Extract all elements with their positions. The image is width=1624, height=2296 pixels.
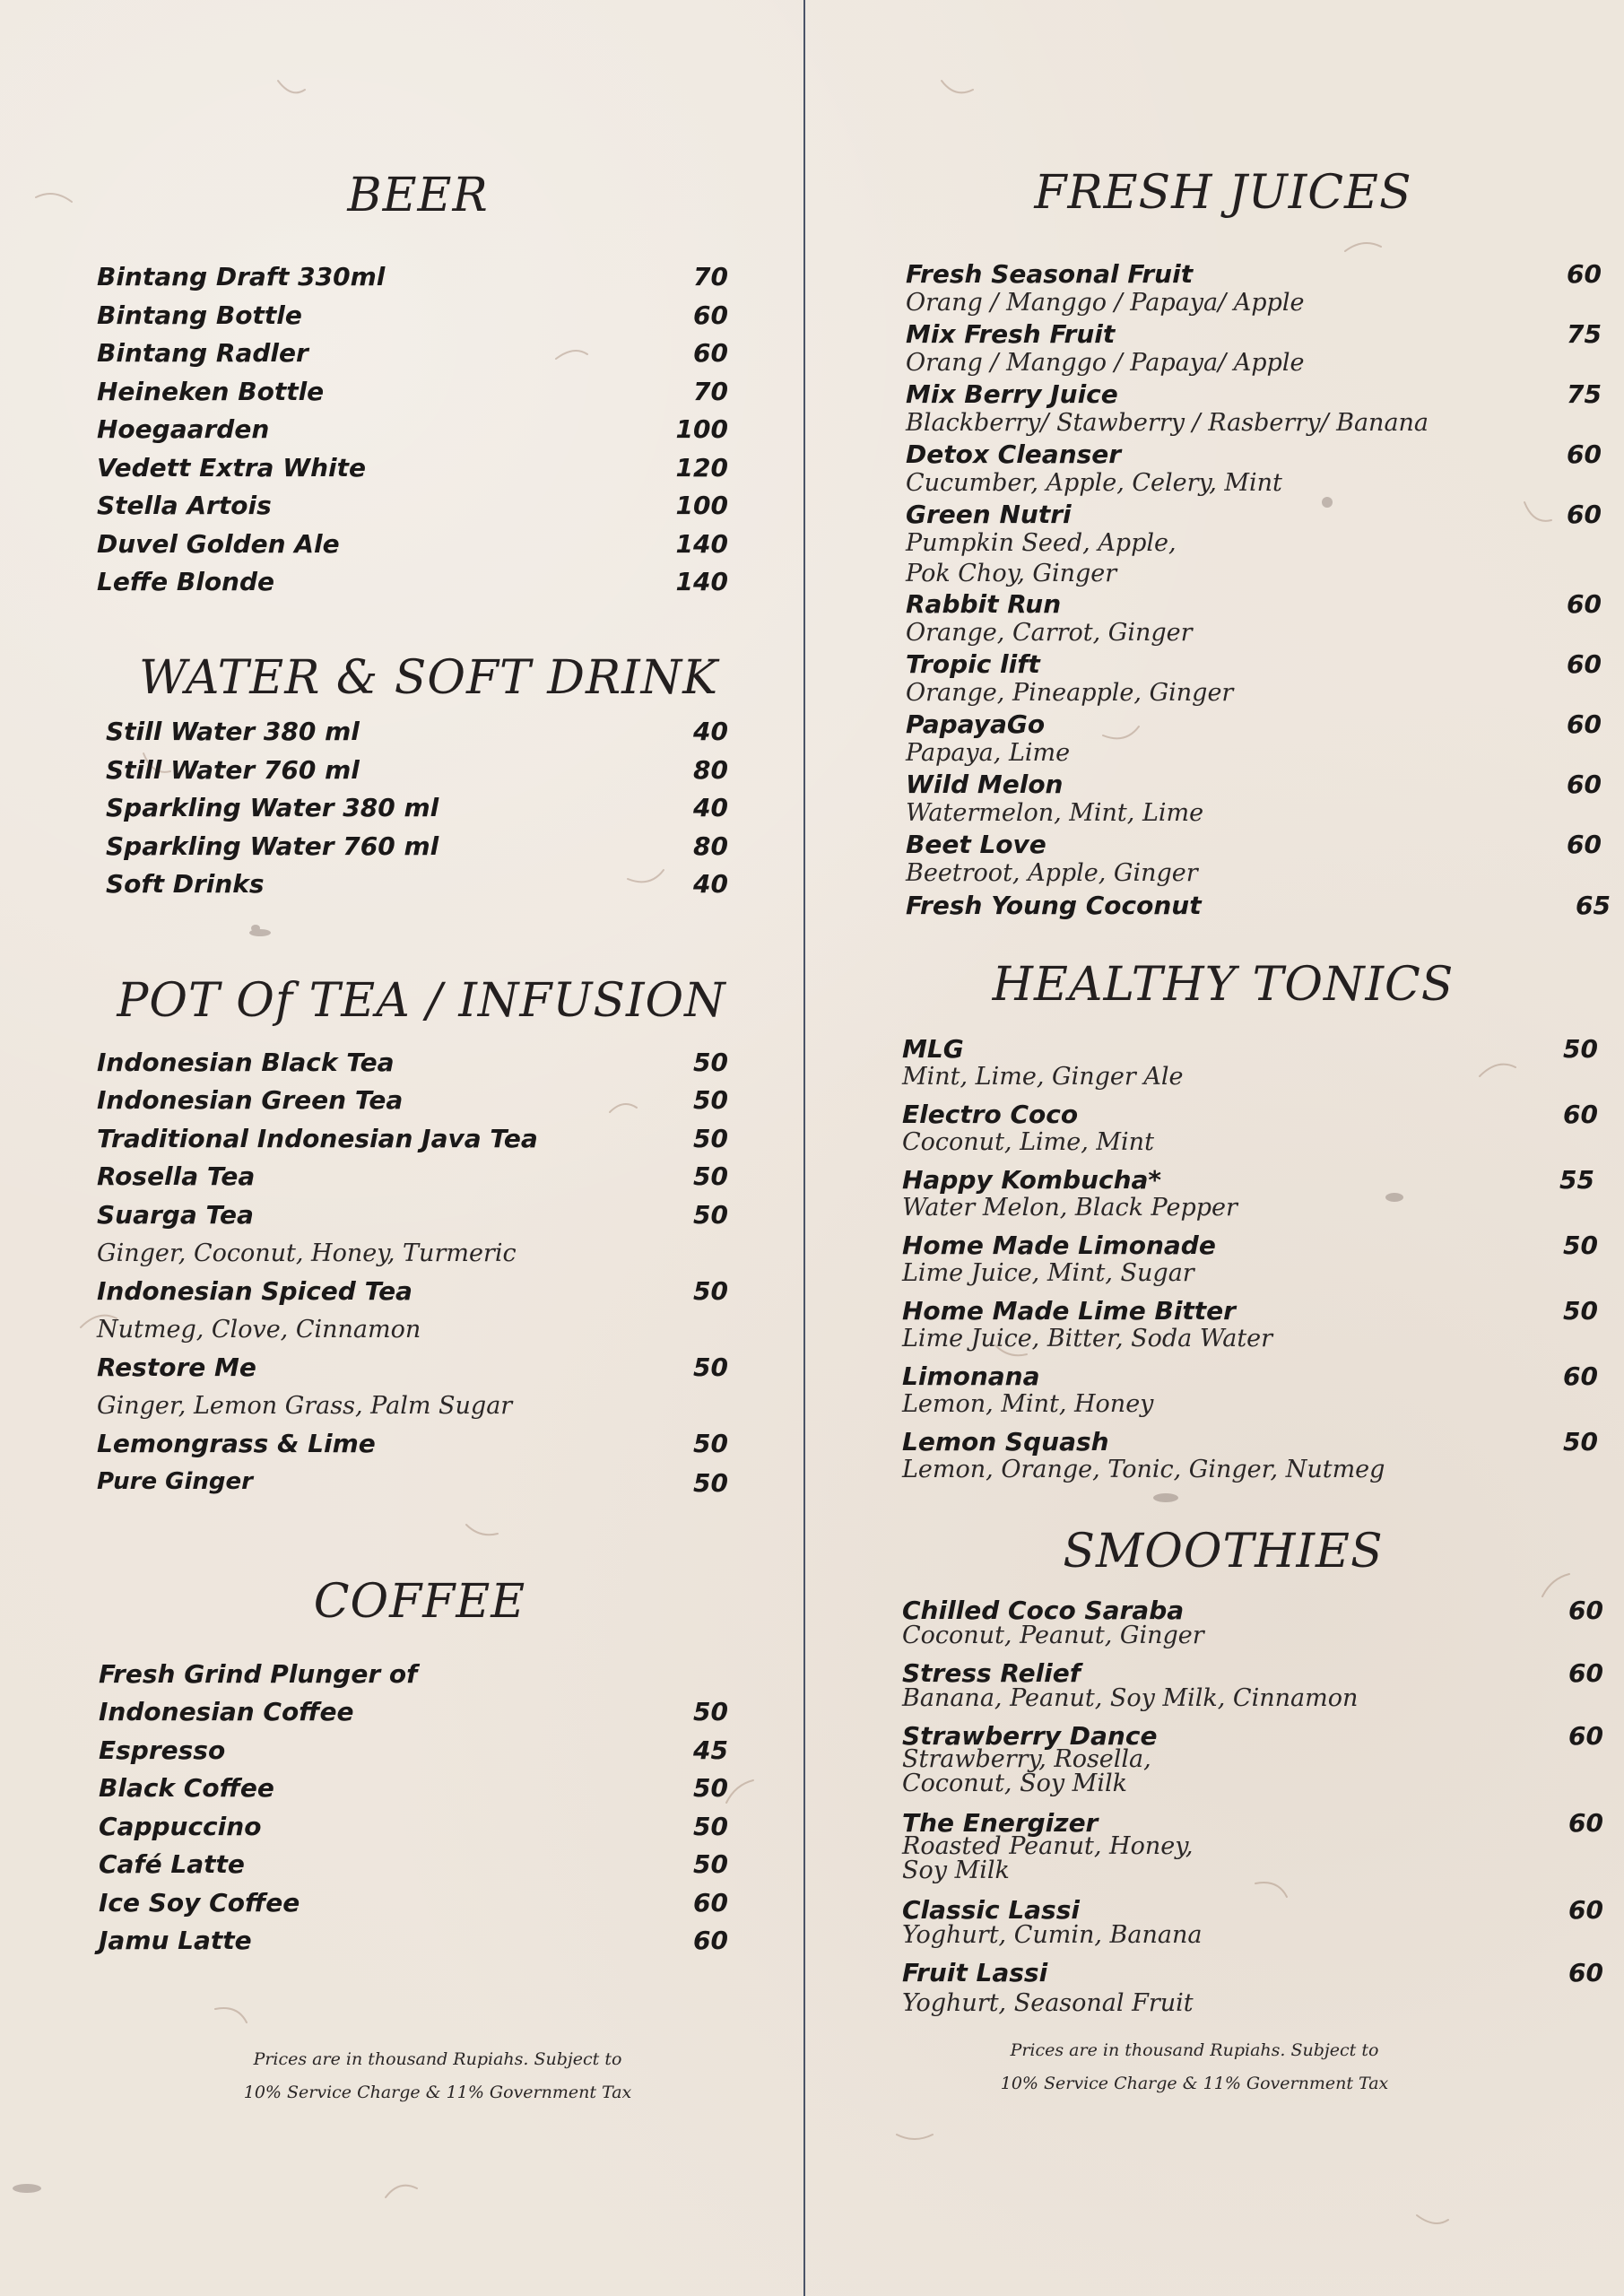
item-name: PapayaGo bbox=[906, 709, 1046, 739]
item-name: Espresso bbox=[99, 1735, 226, 1765]
price-note bbox=[1001, 2034, 1389, 2100]
item-price: 50 bbox=[693, 1200, 728, 1230]
item-description: Watermelon, Mint, Lime bbox=[906, 799, 1204, 827]
price-note-line-2: 10% Service Charge & 11% Government Tax bbox=[243, 2083, 632, 2102]
item-name: Fruit Lassi bbox=[902, 1958, 1048, 1987]
item-name: Sparkling Water 380 ml bbox=[106, 793, 439, 822]
item-price: 60 bbox=[1567, 589, 1602, 619]
item-name: Limonana bbox=[902, 1361, 1040, 1391]
item-price: 50 bbox=[693, 1124, 728, 1153]
item-name: Indonesian Spiced Tea bbox=[97, 1276, 413, 1306]
item-name: Cappuccino bbox=[99, 1812, 262, 1841]
item-name: Still Water 760 ml bbox=[106, 755, 360, 785]
item-price: 60 bbox=[1567, 259, 1602, 289]
item-price: 60 bbox=[693, 1888, 728, 1918]
item-price: 50 bbox=[1563, 1034, 1598, 1064]
price-note-line-1: Prices are in thousand Rupiahs. Subject to bbox=[253, 2049, 622, 2069]
item-name: Black Coffee bbox=[99, 1773, 274, 1803]
item-name: Classic Lassi bbox=[902, 1895, 1080, 1925]
item-price: 70 bbox=[693, 262, 728, 291]
section-title: POT Of TEA / INFUSION bbox=[117, 974, 726, 1028]
item-price: 80 bbox=[693, 831, 728, 861]
item-price: 60 bbox=[1568, 1721, 1603, 1751]
item-price: 60 bbox=[693, 338, 728, 368]
item-price: 50 bbox=[693, 1048, 728, 1077]
item-name: Vedett Extra White bbox=[97, 453, 366, 483]
item-price: 55 bbox=[1559, 1165, 1594, 1195]
item-description: Orange, Carrot, Ginger bbox=[906, 619, 1193, 647]
section-title: SMOOTHIES bbox=[1063, 1525, 1384, 1578]
item-price: 65 bbox=[1576, 891, 1611, 920]
item-price: 100 bbox=[675, 491, 728, 520]
item-description: Coconut, Soy Milk bbox=[902, 1770, 1127, 1797]
item-name: Rosella Tea bbox=[97, 1161, 256, 1191]
item-name: Still Water 380 ml bbox=[106, 717, 360, 746]
item-description: Banana, Peanut, Soy Milk, Cinnamon bbox=[902, 1684, 1359, 1712]
item-price: 40 bbox=[693, 869, 728, 899]
item-price: 60 bbox=[1568, 1895, 1603, 1925]
item-price: 60 bbox=[1568, 1958, 1603, 1987]
item-name: Beet Love bbox=[906, 830, 1046, 859]
item-description: Papaya, Lime bbox=[906, 739, 1071, 767]
item-price: 50 bbox=[693, 1468, 728, 1498]
item-price: 45 bbox=[693, 1735, 728, 1765]
item-name: Duvel Golden Ale bbox=[97, 529, 340, 559]
item-name: Chilled Coco Saraba bbox=[902, 1596, 1185, 1625]
section-title: HEALTHY TONICS bbox=[992, 958, 1455, 1012]
item-price: 50 bbox=[693, 1812, 728, 1841]
section-title: BEER bbox=[347, 169, 489, 222]
item-description: Coconut, Peanut, Ginger bbox=[902, 1622, 1204, 1649]
item-name: The Energizer bbox=[902, 1808, 1099, 1838]
item-name: Lemongrass & Lime bbox=[97, 1429, 376, 1458]
item-price: 60 bbox=[693, 1926, 728, 1955]
item-price: 40 bbox=[693, 793, 728, 822]
item-description: Lime Juice, Bitter, Soda Water bbox=[902, 1325, 1273, 1352]
item-price: 60 bbox=[1567, 709, 1602, 739]
item-name: Stella Artois bbox=[97, 491, 272, 520]
item-description: Water Melon, Black Pepper bbox=[902, 1194, 1238, 1222]
item-name: Stress Relief bbox=[902, 1658, 1081, 1688]
item-price: 120 bbox=[675, 453, 728, 483]
item-price: 60 bbox=[1568, 1596, 1603, 1625]
item-name: Fresh Young Coconut bbox=[906, 891, 1202, 920]
item-description: Cucumber, Apple, Celery, Mint bbox=[906, 469, 1282, 497]
item-price: 60 bbox=[1567, 439, 1602, 469]
item-name: Indonesian Black Tea bbox=[97, 1048, 395, 1077]
item-price: 140 bbox=[675, 529, 728, 559]
item-name: Fresh Grind Plunger of bbox=[99, 1659, 418, 1689]
item-description: Lemon, Mint, Honey bbox=[902, 1390, 1154, 1418]
item-price: 50 bbox=[1563, 1296, 1598, 1326]
item-name: Bintang Radler bbox=[97, 338, 308, 368]
item-price: 40 bbox=[693, 717, 728, 746]
item-description: Ginger, Coconut, Honey, Turmeric bbox=[97, 1239, 517, 1267]
section-title: COFFEE bbox=[313, 1575, 526, 1629]
item-description: Yoghurt, Seasonal Fruit bbox=[902, 1989, 1194, 2017]
item-price: 50 bbox=[693, 1697, 728, 1726]
item-name: Indonesian Coffee bbox=[99, 1697, 354, 1726]
item-price: 60 bbox=[1568, 1658, 1603, 1688]
column-divider bbox=[803, 0, 805, 2296]
item-name: Jamu Latte bbox=[99, 1926, 252, 1955]
item-name: Green Nutri bbox=[906, 500, 1072, 529]
section-title: FRESH JUICES bbox=[1034, 166, 1412, 220]
item-name: Electro Coco bbox=[902, 1100, 1079, 1129]
item-name: Strawberry Dance bbox=[902, 1721, 1158, 1751]
item-name: Rabbit Run bbox=[906, 589, 1062, 619]
item-description: Orang / Manggo / Papaya/ Apple bbox=[906, 289, 1305, 317]
section-title: WATER & SOFT DRINK bbox=[139, 651, 718, 705]
item-price: 60 bbox=[693, 300, 728, 330]
item-name: Sparkling Water 760 ml bbox=[106, 831, 439, 861]
item-name: Café Latte bbox=[99, 1849, 245, 1879]
item-price: 60 bbox=[1567, 649, 1602, 679]
item-name: Home Made Lime Bitter bbox=[902, 1296, 1236, 1326]
item-description: Pumpkin Seed, Apple, bbox=[906, 529, 1177, 557]
item-name: Bintang Bottle bbox=[97, 300, 302, 330]
item-price: 60 bbox=[1567, 770, 1602, 799]
item-price: 100 bbox=[675, 414, 728, 444]
item-description: Nutmeg, Clove, Cinnamon bbox=[97, 1316, 421, 1344]
item-description: Beetroot, Apple, Ginger bbox=[906, 859, 1198, 887]
item-name: Lemon Squash bbox=[902, 1427, 1109, 1457]
item-name: Hoegaarden bbox=[97, 414, 270, 444]
item-price: 60 bbox=[1567, 830, 1602, 859]
price-note-line-2: 10% Service Charge & 11% Government Tax bbox=[1000, 2074, 1389, 2093]
item-price: 50 bbox=[693, 1773, 728, 1803]
item-description: Coconut, Lime, Mint bbox=[902, 1128, 1154, 1156]
item-name: Happy Kombucha* bbox=[902, 1165, 1162, 1195]
item-name: Home Made Limonade bbox=[902, 1231, 1216, 1260]
item-price: 60 bbox=[1563, 1100, 1598, 1129]
item-name: Soft Drinks bbox=[106, 869, 265, 899]
item-price: 50 bbox=[693, 1849, 728, 1879]
item-description: Lime Juice, Mint, Sugar bbox=[902, 1259, 1194, 1287]
item-description: Orange, Pineapple, Ginger bbox=[906, 679, 1234, 707]
item-price: 50 bbox=[1563, 1231, 1598, 1260]
item-price: 50 bbox=[693, 1085, 728, 1115]
item-price: 50 bbox=[693, 1352, 728, 1382]
item-price: 140 bbox=[675, 567, 728, 596]
item-price: 50 bbox=[693, 1276, 728, 1306]
item-name: Wild Melon bbox=[906, 770, 1064, 799]
item-description: Mint, Lime, Ginger Ale bbox=[902, 1063, 1184, 1091]
price-note-line-1: Prices are in thousand Rupiahs. Subject to bbox=[1010, 2040, 1379, 2060]
item-price: 75 bbox=[1567, 319, 1602, 349]
item-name: Leffe Blonde bbox=[97, 567, 275, 596]
item-description: Roasted Peanut, Honey, bbox=[902, 1832, 1194, 1860]
item-description: Lemon, Orange, Tonic, Ginger, Nutmeg bbox=[902, 1456, 1385, 1483]
item-name: Mix Fresh Fruit bbox=[906, 319, 1116, 349]
item-name: Suarga Tea bbox=[97, 1200, 254, 1230]
item-name: Heineken Bottle bbox=[97, 377, 325, 406]
item-price: 50 bbox=[693, 1429, 728, 1458]
item-price: 60 bbox=[1568, 1808, 1603, 1838]
item-name: Fresh Seasonal Fruit bbox=[906, 259, 1194, 289]
item-price: 60 bbox=[1563, 1361, 1598, 1391]
item-name: Pure Ginger bbox=[97, 1468, 253, 1495]
item-name: Mix Berry Juice bbox=[906, 379, 1118, 409]
item-name: Tropic lift bbox=[906, 649, 1040, 679]
item-description: Ginger, Lemon Grass, Palm Sugar bbox=[97, 1392, 513, 1420]
item-description: Yoghurt, Cumin, Banana bbox=[902, 1921, 1203, 1949]
item-name: Restore Me bbox=[97, 1352, 256, 1382]
item-price: 75 bbox=[1567, 379, 1602, 409]
item-price: 50 bbox=[693, 1161, 728, 1191]
item-name: Bintang Draft 330ml bbox=[97, 262, 386, 291]
item-description: Strawberry, Rosella, bbox=[902, 1745, 1151, 1773]
item-price: 70 bbox=[693, 377, 728, 406]
price-note bbox=[244, 2043, 632, 2109]
item-price: 50 bbox=[1563, 1427, 1598, 1457]
item-price: 80 bbox=[693, 755, 728, 785]
item-description: Soy Milk bbox=[902, 1857, 1010, 1884]
item-description: Blackberry/ Stawberry / Rasberry/ Banana bbox=[906, 409, 1429, 437]
item-description: Orang / Manggo / Papaya/ Apple bbox=[906, 349, 1305, 377]
item-price: 60 bbox=[1567, 500, 1602, 529]
item-name: Traditional Indonesian Java Tea bbox=[97, 1124, 538, 1153]
item-description: Pok Choy, Ginger bbox=[906, 560, 1117, 587]
item-name: Ice Soy Coffee bbox=[99, 1888, 300, 1918]
item-name: Indonesian Green Tea bbox=[97, 1085, 404, 1115]
item-name: MLG bbox=[902, 1034, 964, 1064]
item-name: Detox Cleanser bbox=[906, 439, 1122, 469]
